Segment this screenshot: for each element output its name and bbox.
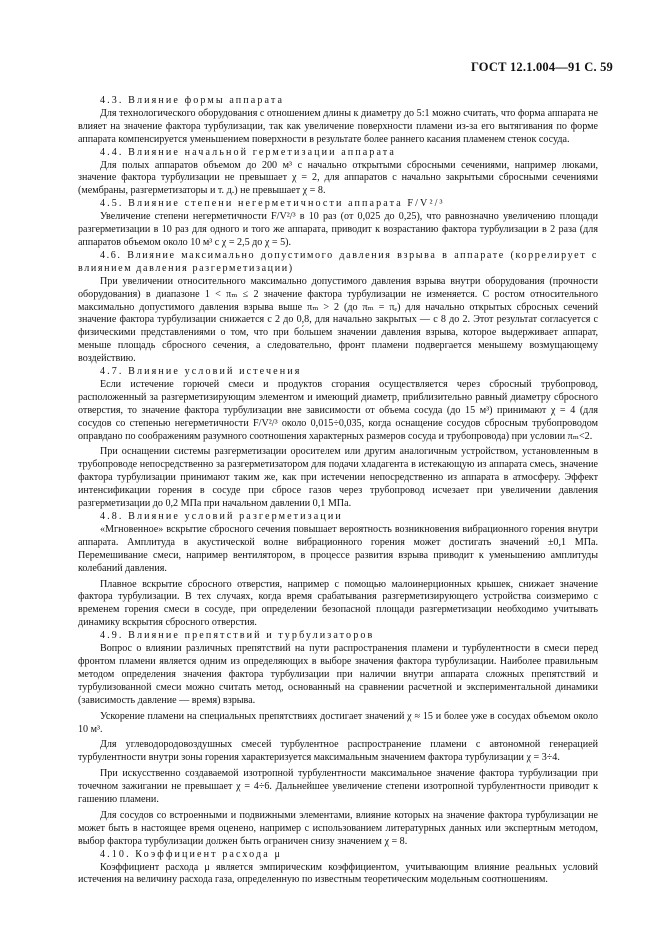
paragraph: При оснащении системы разгерметизации оросителем или другим аналогичным устройством, установленным в трубопроводе непосредственно за разгерметизатором для подачи хладагента в истекающую из аппарата смесь, значение фактора турбулизации принимают таким же, как при истечении непосредственно из аппарата в атмосферу. Эффект интенсификации горения в сосуде при сбросе газов через трубопровод исчезает при увеличении давления разгерметизации до 0,2 МПа при начальном давлении 0,1 МПа. bbox=[78, 446, 598, 510]
paragraph: Ускорение пламени на специальных препятствиях достигает значений χ ≈ 15 и более уже в сосудах объемом около 10 м³. bbox=[78, 710, 598, 735]
paragraph: При увеличении относительного максимально допустимого давления взрыва внутри оборудования (прочности оборудования) в диапазоне 1 < πₘ ≤ 2 значение фактора турбулизации не изменяется. С ростом относительного максимально допустимого давления взрыва выше πₘ > 2 (до πₘ = πₑ) для начально открытых сбросных сечений значение фактора турбулизации снижается с 2 до 0,8, для начально закрытых — с 8 до 2. Этот результат согласуется с физическими представлениями о том, что при бо́льшем значении давления взрыва, которое выдерживает аппарат, меньше площадь сбросного сечения, а следовательно, фронт пламени подвергается меньшему возмущающему воздействию. bbox=[78, 275, 598, 365]
paragraph: Для технологического оборудования с отношением длины к диаметру до 5:1 можно считать, что форма аппарата не влияет на значение фактора турбулизации, так как увеличение поверхности пламени из-за его вытягивания по форме аппарата компенсируется уменьшением поверхности в результате более раннего касания пламенем стенок сосуда. bbox=[78, 107, 598, 145]
section-heading: 4.10. Коэффициент расхода μ bbox=[100, 848, 282, 860]
paragraph: Увеличение степени негерметичности F/V²/³ в 10 раз (от 0,025 до 0,25), что равнозначно увеличению площади разгерметизации в 10 раз для одного и того же аппарата, приводит к возрастанию фактора турбулизации в 2 раза (для аппаратов объемом около 10 м³ с χ = 2,5 до χ = 5). bbox=[78, 211, 598, 248]
section-heading: 4.3. Влияние формы аппарата bbox=[100, 95, 285, 106]
section-heading: 4.7. Влияние условий истечения bbox=[100, 366, 302, 378]
document-body bbox=[78, 95, 598, 887]
section-heading: 4.8. Влияние условий разгерметизации bbox=[100, 511, 343, 522]
section-heading: 4.9. Влияние препятствий и турбулизаторов bbox=[100, 630, 375, 642]
paragraph: Коэффициент расхода μ является эмпирическим коэффициентом, учитывающим влияние реальных условий истечения на величину расхода газа, определенную по известным теоретическим модельным соотношениям. bbox=[78, 861, 598, 886]
section-heading: 4.5. Влияние степени негерметичности аппарата F/V²/³ bbox=[100, 198, 445, 210]
paragraph: Для сосудов со встроенными и подвижными элементами, влияние которых на значение фактора турбулизации не может быть в настоящее время оценено, например с использованием литературных данных или экспертным методом, выбор фактора турбулизации должен быть ограничен снизу значением χ = 8. bbox=[78, 809, 598, 847]
page-header: ГОСТ 12.1.004—91 С. 59 bbox=[470, 60, 613, 74]
paragraph: При искусственно создаваемой изотропной турбулентности максимальное значение фактора турбулизации при точечном зажигании не превышает χ = 4÷6. Дальнейшее увеличение степени изотропной турбулентности приводит к гашению пламени. bbox=[78, 768, 598, 806]
section-heading: 4.6. Влияние максимально допустимого давления взрыва в аппарате (коррелирует с влиянием давления разгерметизации) bbox=[78, 249, 598, 274]
paragraph: Для полых аппаратов объемом до 200 м³ с начально открытыми сбросными сечениями, например люками, значение фактора турбулизации не превышает χ = 2, для аппаратов с начально закрытыми сбросными сечениями (мембраны, разгерметизаторы и т. д.) не превышает χ = 8. bbox=[78, 159, 598, 197]
paragraph: Вопрос о влиянии различных препятствий на пути распространения пламени и турбулентности в смеси перед фронтом пламени является одним из определяющих в выборе значения фактора турбулизации. Наиболее правильным методом определения значения фактора турбулизации при наличии внутри аппарата сложных препятствий и турбулизованной смеси можно считать метод, основанный на сравнении расчетной и экспериментальной динамики (зависимость давление — время) взрыва. bbox=[78, 643, 598, 706]
paragraph: Для углеводородовоздушных смесей турбулентное распространение пламени с автономной генерацией турбулентности внутри зоны горения характеризуется максимальным значением фактора турбулизации χ = 3÷4. bbox=[78, 739, 598, 764]
paragraph: Если истечение горючей смеси и продуктов сгорания осуществляется через сбросный трубопровод, расположенный за разгерметизирующим элементом и имеющий диаметр, приблизительно равный диаметру сбросного отверстия, то значение фактора турбулизации вне зависимости от объема сосуда (до 15 м³) принимают χ = 4 (для сосудов со степенью негерметичности F/V²/³ около 0,015÷0,035, когда оснащение сосудов сбросным трубопроводом оправдано по соображениям разумного соотношения характерных размеров сосуда и трубопровода) при условии πₘ<2. bbox=[78, 378, 598, 442]
paragraph: Плавное вскрытие сбросного отверстия, например с помощью малоинерционных крышек, снижает значение фактора турбулизации. В тех случаях, когда время срабатывания разгерметизирующего устройства соизмеримо с временем горения смеси в сосуде, при определении безопасной площади разгерметизации необходимо учитывать динамику вскрытия сбросного отверстия. bbox=[78, 578, 598, 629]
section-heading: 4.4. Влияние начальной герметизации аппарата bbox=[100, 146, 396, 158]
paragraph: «Мгновенное» вскрытие сбросного сечения повышает вероятность возникновения вибрационного горения внутри аппарата. Амплитуда в акустической волне вибрационного горения может достигать значений ±0,1 МПа. Перемешивание смеси, например вентилятором, в процессе развития взрыва приводит к уменьшению амплитуды колебаний давления. bbox=[78, 523, 598, 574]
